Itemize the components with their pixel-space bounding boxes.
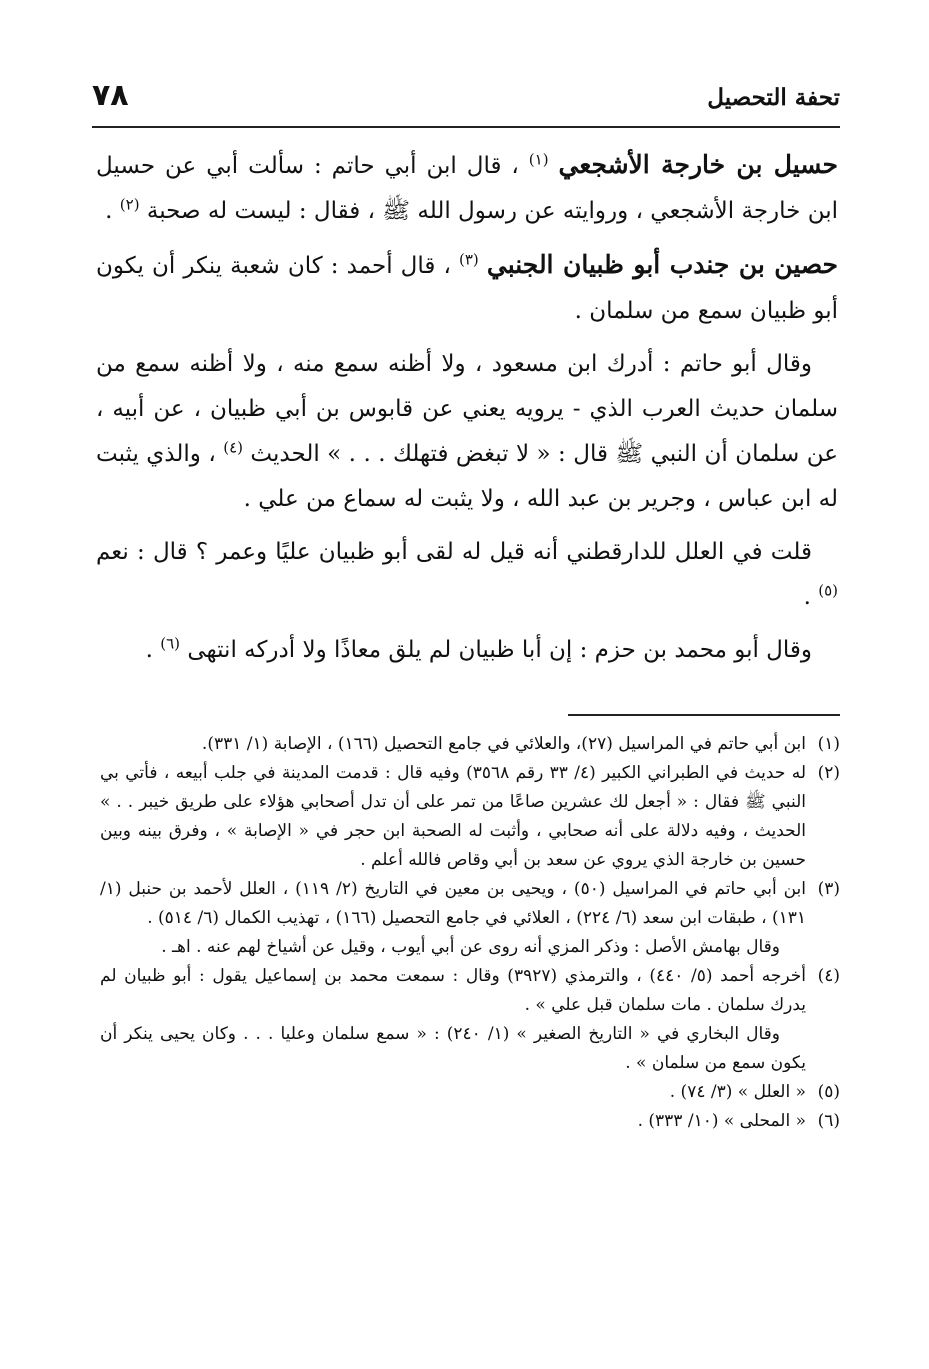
footnote-ref: (١) [528, 150, 549, 169]
footnote-2 [100, 759, 840, 875]
paragraph-text: ، قال ابن أبي حاتم : سألت أبي عن حسيل ابن خارجة الأشجعي ، وروايته عن رسول الله ﷺ ، فقال : ليست له صحبة [96, 153, 838, 224]
paragraph-abu-hatim [96, 342, 838, 522]
footnote-number: (٤) [817, 966, 840, 986]
paragraph-text: ، والذي يثبت له ابن عباس ، وجرير بن عبد الله ، ولا يثبت له سماع من علي . [96, 441, 838, 512]
footnote-text: « المحلى » (١٠/ ٣٣٣) . [637, 1111, 806, 1131]
footnote-number: (٢) [817, 763, 840, 783]
footnote-number: (٣) [817, 879, 840, 899]
footnote-ref: (٤) [223, 438, 243, 457]
running-title: تحفة التحصيل [707, 84, 840, 111]
page-header [92, 78, 840, 122]
footnote-ref: (٢) [119, 195, 140, 214]
paragraph-text: وقال أبو محمد بن حزم : إن أبا ظبيان لم يلق معاذًا ولا أدركه انتهى [180, 637, 812, 663]
footnote-number: (٦) [817, 1111, 840, 1131]
footnote-text: أخرجه أحمد (٥/ ٤٤٠) ، والترمذي (٣٩٢٧) وقال : سمعت محمد بن إسماعيل يقول : أبو ظبيان لم يدرك سلمان . مات سلمان قبل علي » . [100, 966, 806, 1015]
footnote-ref: (٥) [818, 581, 838, 600]
entry-heading: حسيل بن خارجة الأشجعي [558, 150, 838, 179]
footnote-6 [100, 1107, 840, 1136]
footnote-text: له حديث في الطبراني الكبير (٤/ ٣٣ رقم ٣٥٦٨) وفيه قال : قدمت المدينة في جلب أبيعه ، فأتي بي النبي ﷺ فقال : « أجعل لك عشرين صاعًا من تمر على أن تدل أصحابي هؤلاء على طريق خيبر . . » الحديث ، وفيه دلالة على أنه صحابي ، وأثبت له الصحبة ابن حجر في « الإصابة » ، وفرق بينه وبين حسين بن خارجة الذي يروي عن سعد بن أبي وقاص فالله أعلم . [100, 763, 806, 870]
footnote-4 [100, 962, 840, 1020]
footnote-3-continuation: وقال بهامش الأصل : وذكر المزي أنه روى عن أبي أيوب ، وقيل عن أشياخ لهم عنه . اهـ . [161, 937, 780, 957]
paragraph-text: وقال أبو حاتم : أدرك ابن مسعود ، ولا أظنه سمع منه ، ولا أظنه سمع من سلمان حديث العرب الذي - يرويه يعني عن قابوس بن أبي ظبيان ، عن أبيه ، عن سلمان أن النبي ﷺ قال : « لا تبغض فتهلك . . . » الحديث [96, 351, 838, 467]
footnote-text: ابن أبي حاتم في المراسيل (٥٠) ، ويحيى بن معين في التاريخ (٢/ ١١٩) ، العلل لأحمد بن حنبل (١/ ١٣١) ، طبقات ابن سعد (٦/ ٢٢٤) ، العلائي في جامع التحصيل (١٦٦) ، تهذيب الكمال (٦/ ٥١٤) . [100, 879, 806, 928]
paragraph-daraqutni: قلت في العلل للدارقطني أنه قيل له لقى أبو ظبيان عليًا وعمر ؟ قال : نعم $^{(٥)}$ . [96, 539, 838, 610]
footnote-number: (١) [817, 734, 840, 754]
footnote-separator [568, 714, 840, 716]
header-rule [92, 126, 840, 128]
paragraph-husayl: حسيل بن خارجة الأشجعي $^{(١)}$ ، قال ابن أبي حاتم : سألت أبي عن حسيل ابن خارجة الأشجعي ، وروايته عن رسول الله ﷺ ، فقال : ليست له صحبة $^{(٢)}$ . [96, 150, 838, 224]
footnote-text: « العلل » (٣/ ٧٤) . [669, 1082, 806, 1102]
paragraph-husayn [96, 242, 838, 334]
footnote-5 [100, 1078, 840, 1107]
footnotes [100, 730, 840, 1136]
footnote-ref: (٦) [160, 634, 181, 653]
paragraph-text: ، قال أحمد : كان شعبة ينكر أن يكون أبو ظبيان سمع من سلمان . [96, 253, 838, 324]
footnote-number: (٥) [817, 1082, 840, 1102]
page-number: ٧٨ [92, 78, 129, 113]
footnote-text: ابن أبي حاتم في المراسيل (٢٧)، والعلائي في جامع التحصيل (١٦٦) ، الإصابة (١/ ٣٣١). [201, 734, 806, 754]
main-text [96, 142, 838, 681]
footnote-1 [100, 730, 840, 759]
footnote-ref: (٣) [459, 250, 479, 269]
paragraph-text: قلت في العلل للدارقطني أنه قيل له لقى أبو ظبيان عليًا وعمر ؟ قال : نعم [96, 539, 812, 565]
entry-heading: حصين بن جندب أبو ظبيان الجنبي [486, 250, 839, 279]
paragraph-ibn-hazm: وقال أبو محمد بن حزم : إن أبا ظبيان لم يلق معاذًا ولا أدركه انتهى $^{(٦)}$ . [145, 634, 812, 663]
footnote-3 [100, 875, 840, 933]
footnote-4-continuation: وقال البخاري في « التاريخ الصغير » (١/ ٢٤٠) : « سمع سلمان وعليا . . . وكان يحيى ينكر أن يكون سمع من سلمان » . [100, 1024, 806, 1073]
